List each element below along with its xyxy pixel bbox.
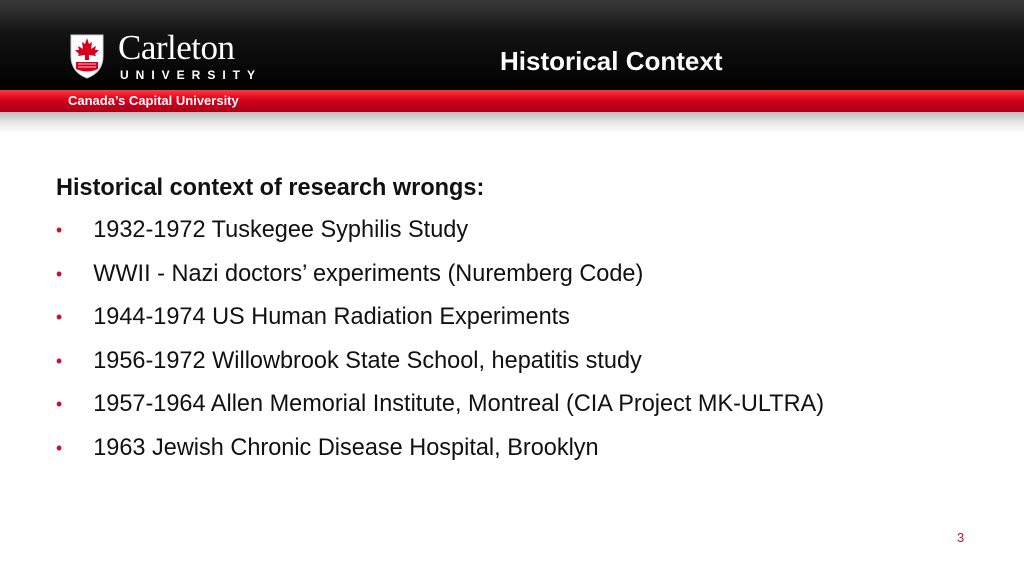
bullet-list (56, 212, 996, 474)
list-item (56, 343, 976, 387)
list-item-text: 1963 Jewish Chronic Disease Hospital, Brooklyn (93, 433, 599, 461)
list-item (56, 256, 976, 300)
bullet-icon: • (56, 307, 63, 328)
tagline: Canada’s Capital University (68, 93, 239, 108)
brand-name: Carleton (118, 28, 235, 67)
list-item (56, 299, 976, 343)
content-heading: Historical context of research wrongs: (56, 174, 485, 201)
bullet-icon: • (56, 350, 63, 371)
brand-subtitle: UNIVERSITY (120, 68, 263, 82)
list-item (56, 430, 976, 474)
bullet-icon: • (56, 394, 63, 415)
list-item (56, 386, 976, 430)
list-item (56, 212, 976, 256)
slide-header (0, 0, 1024, 90)
page-number: 3 (957, 530, 965, 545)
slide-body (56, 170, 996, 474)
bullet-icon: • (56, 263, 63, 284)
list-item-text: 1944-1974 US Human Radiation Experiments (93, 303, 570, 331)
maple-leaf-shield-icon (68, 32, 106, 80)
list-item-text: WWII - Nazi doctors’ experiments (Nuremberg Code) (93, 259, 644, 287)
bullet-icon: • (56, 437, 63, 458)
list-item-text: 1957-1964 Allen Memorial Institute, Montreal (CIA Project MK-ULTRA) (93, 390, 825, 418)
slide-title: Historical Context (500, 46, 723, 76)
list-item-text: 1932-1972 Tuskegee Syphilis Study (93, 216, 469, 243)
list-item-text: 1956-1972 Willowbrook State School, hepatitis study (93, 346, 642, 374)
header-shadow (0, 112, 1024, 134)
bullet-icon: • (56, 220, 63, 240)
